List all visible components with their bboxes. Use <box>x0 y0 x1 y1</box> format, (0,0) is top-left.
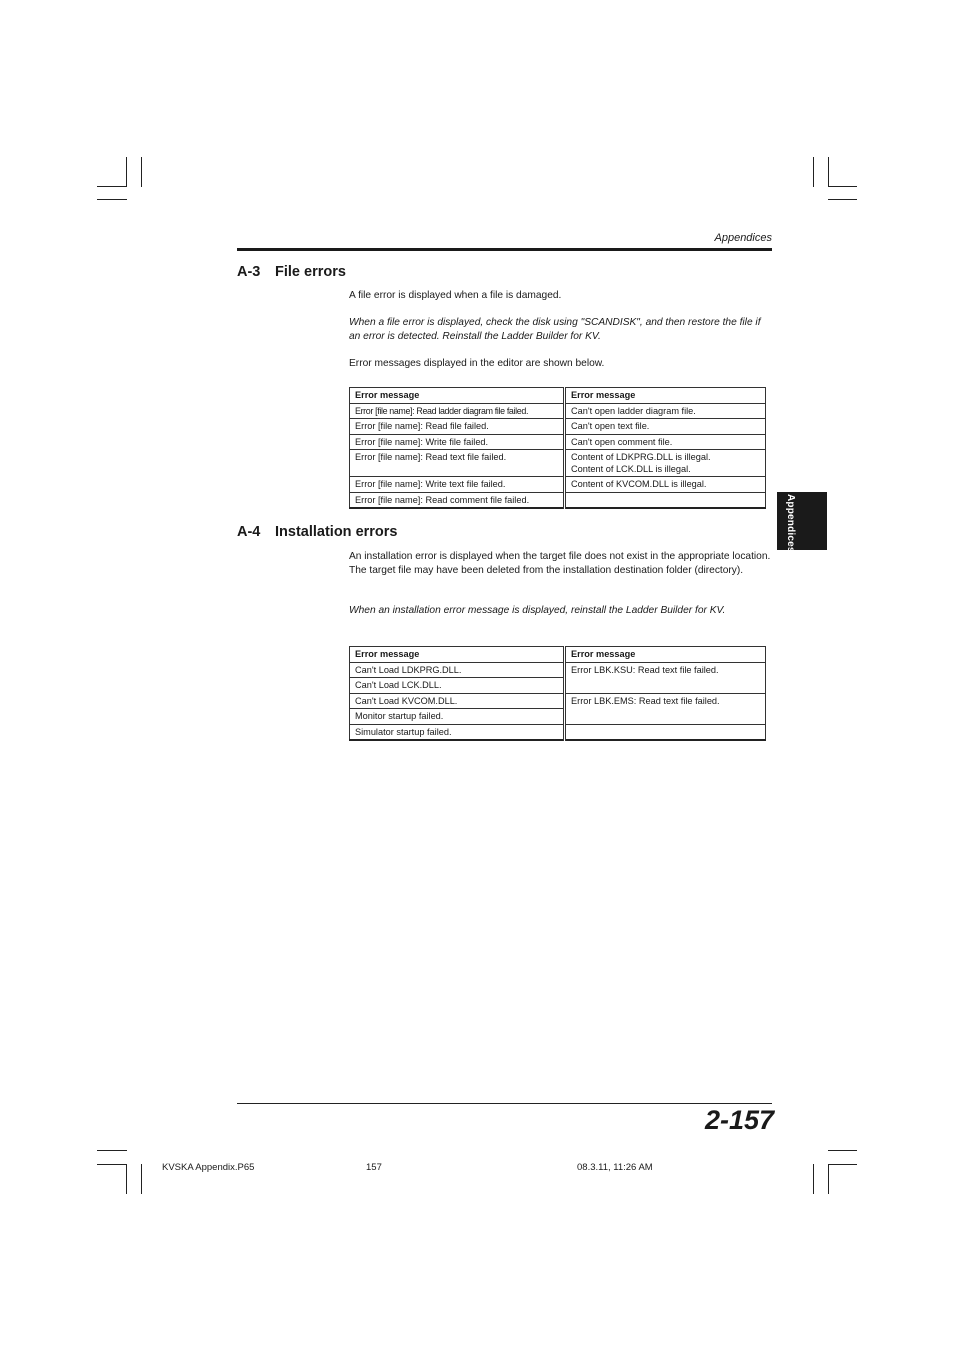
section-a4-title: Installation errors <box>275 524 398 540</box>
table-row <box>350 477 766 493</box>
section-a3-intro: A file error is displayed when a file is damaged. <box>349 290 562 301</box>
table-cell: Error LBK.EMS: Read text file failed. <box>565 693 766 724</box>
table-cell: Can't open text file. <box>565 419 766 435</box>
table-cell: Error [file name]: Read text file failed. <box>350 450 565 477</box>
table-header-row <box>350 647 766 663</box>
side-tab-label: Appendices <box>785 494 796 553</box>
cell-line: Content of LCK.DLL is illegal. <box>571 463 691 474</box>
file-errors-table <box>349 387 766 509</box>
section-a3-note: When a file error is displayed, check the disk using "SCANDISK", and then restore the file if an error is detected. Reinstall the Ladder Builder for KV. <box>349 317 761 342</box>
table-cell <box>565 724 766 740</box>
table-row <box>350 492 766 508</box>
appendices-side-tab <box>777 492 827 553</box>
table-cell: Error [file name]: Write text file failed. <box>350 477 565 493</box>
table-header-row <box>350 388 766 404</box>
section-a3-title: File errors <box>275 264 346 280</box>
table-row <box>350 403 766 419</box>
table-cell: Error [file name]: Read comment file failed. <box>350 492 565 508</box>
running-head: Appendices <box>714 232 772 244</box>
section-a3-number: A-3 <box>237 264 261 280</box>
section-a4-number: A-4 <box>237 524 261 540</box>
installation-errors-table <box>349 646 766 741</box>
table-row <box>350 724 766 740</box>
table-cell <box>565 492 766 508</box>
table-cell: Error LBK.KSU: Read text file failed. <box>565 662 766 693</box>
slug-page: 157 <box>366 1162 382 1173</box>
table-cell: Can't open ladder diagram file. <box>565 403 766 419</box>
section-a3-heading <box>237 264 346 280</box>
table-cell: Error [file name]: Read file failed. <box>350 419 565 435</box>
table-cell: Monitor startup failed. <box>350 709 565 725</box>
table-cell: Can't Load LCK.DLL. <box>350 678 565 694</box>
table-row <box>350 662 766 678</box>
table-row <box>350 693 766 709</box>
header-rule <box>237 248 772 251</box>
table-cell: Can't open comment file. <box>565 434 766 450</box>
table-cell: Error [file name]: Read ladder diagram file failed. <box>350 403 565 419</box>
slug-date: 08.3.11, 11:26 AM <box>577 1162 653 1173</box>
section-a4-note: When an installation error message is displayed, reinstall the Ladder Builder for KV. <box>349 605 726 616</box>
table-cell: Simulator startup failed. <box>350 724 565 740</box>
table-row <box>350 450 766 477</box>
page-number: 2-157 <box>704 1105 774 1135</box>
table-cell: Content of KVCOM.DLL is illegal. <box>565 477 766 493</box>
footer-rule <box>237 1103 772 1104</box>
column-header: Error message <box>565 388 766 404</box>
table-row <box>350 419 766 435</box>
column-header: Error message <box>350 388 565 404</box>
table-row <box>350 434 766 450</box>
table-cell: Can't Load KVCOM.DLL. <box>350 693 565 709</box>
table-cell: Can't Load LDKPRG.DLL. <box>350 662 565 678</box>
section-a3-lead: Error messages displayed in the editor are shown below. <box>349 358 605 369</box>
table-cell: Error [file name]: Write file failed. <box>350 434 565 450</box>
column-header: Error message <box>350 647 565 663</box>
column-header: Error message <box>565 647 766 663</box>
section-a4-intro: An installation error is displayed when the target file does not exist in the appropriate location. The target file may have been deleted from the installation destination folder (directory). <box>349 551 771 576</box>
slug-filename: KVSKA Appendix.P65 <box>162 1162 255 1173</box>
table-cell <box>565 450 766 477</box>
section-a4-heading <box>237 524 397 540</box>
cell-line: Content of LDKPRG.DLL is illegal. <box>571 452 711 462</box>
